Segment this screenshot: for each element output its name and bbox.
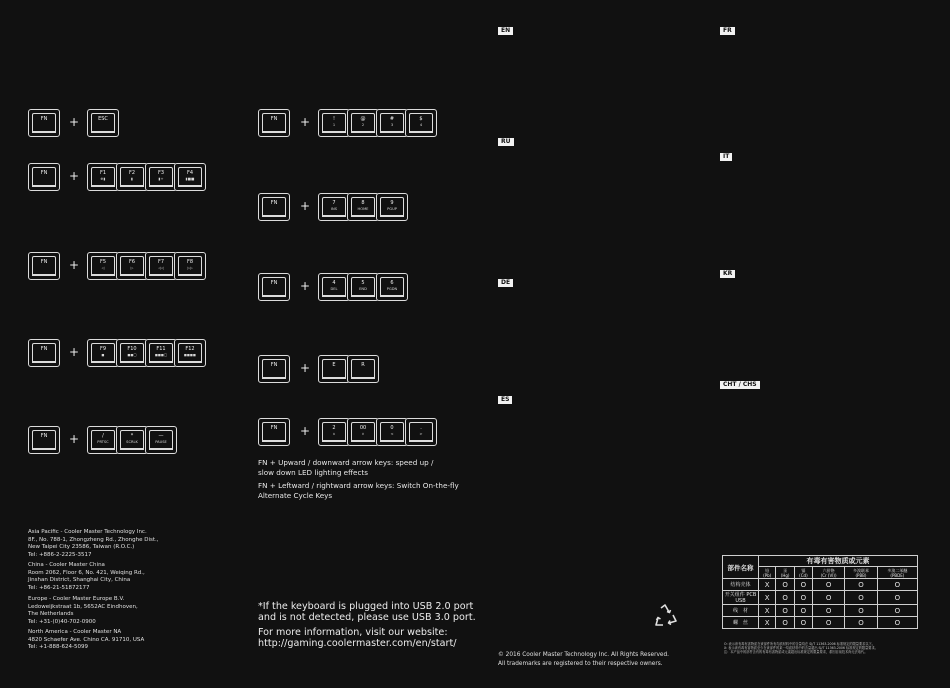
table-cell: O <box>776 591 795 605</box>
recycle-icon <box>652 603 678 629</box>
arrow-key-notes <box>258 458 468 501</box>
lang-tag-kr: KR <box>720 270 735 278</box>
plus-sign: + <box>69 258 80 272</box>
plus-sign: + <box>69 115 80 129</box>
substance-symbol: (Cr (VI)) <box>820 572 837 578</box>
table-cell: O <box>794 605 812 617</box>
keycap-primary-label: F1 <box>99 170 107 176</box>
keycap <box>347 418 379 446</box>
lang-tag-fr: FR <box>720 27 735 35</box>
address-line: China - Cooler Master China <box>28 562 105 568</box>
table-title: 有毒有害物质或元素 <box>759 556 918 567</box>
keycap-secondary-label: ◼◼◻ <box>127 353 137 357</box>
plus-sign: + <box>300 279 311 293</box>
key-label: FN <box>40 346 48 352</box>
key-label: FN <box>40 433 48 439</box>
substance-symbol: (Cd) <box>799 572 808 578</box>
table-row <box>723 579 918 591</box>
keycap-primary-label: R <box>361 362 365 368</box>
address-china <box>28 562 228 592</box>
lang-tag-es: ES <box>498 396 512 404</box>
substance-symbol: (Hg) <box>780 572 790 578</box>
keycap <box>87 252 119 280</box>
keycap-primary-label: F12 <box>185 346 195 352</box>
usb-note-line-2: and is not detected, please use USB 3.0 port. <box>258 612 476 623</box>
keycap-primary-label: F5 <box>99 259 107 265</box>
fn-key <box>258 418 290 446</box>
keycap-primary-label: F2 <box>128 170 136 176</box>
keycap-secondary-label: PGDN <box>386 287 398 291</box>
address-line: Tel: +31-(0)40-702-0900 <box>28 618 96 625</box>
fn-key <box>258 109 290 137</box>
address-line: Asia Pacific - Cooler Master Technology Inc. <box>28 529 147 535</box>
substance-symbol: (Pb) <box>763 572 772 578</box>
fn-key <box>258 273 290 301</box>
keycap-secondary-label: 2 <box>361 123 365 127</box>
key-label: FN <box>270 362 278 368</box>
keycap <box>87 163 119 191</box>
keycap-primary-label: 0 <box>390 425 394 431</box>
note-line-1: FN + Upward / downward arrow keys: speed up / <box>258 458 434 467</box>
keycap-primary-label: 4 <box>332 280 336 286</box>
keycap-secondary-label: 1 <box>332 123 336 127</box>
note-line-3: FN + Leftward / rightward arrow keys: Switch On-the-fly <box>258 481 459 490</box>
keycap-primary-label: 6 <box>390 280 394 286</box>
plus-sign: + <box>300 199 311 213</box>
keycap-primary-label: F3 <box>157 170 165 176</box>
website-link[interactable]: http://gaming.coolermaster.com/en/start/ <box>258 638 457 649</box>
keycap <box>347 273 379 301</box>
table-cell: O <box>812 591 844 605</box>
keycap-primary-label: F10 <box>127 346 137 352</box>
table-cell: O <box>794 579 812 591</box>
substance-name: 六价铬 <box>822 567 835 573</box>
keycap-secondary-label: PAUSE <box>155 440 167 444</box>
table-row <box>723 617 918 629</box>
keycap-primary-label: F6 <box>128 259 136 265</box>
keycap <box>347 355 379 383</box>
keycap-secondary-label: ▷ <box>130 266 134 270</box>
table-cell: O <box>877 591 917 605</box>
table-cell: O <box>877 605 917 617</box>
table-part-header: 部件名称 <box>723 556 759 579</box>
keycap <box>376 193 408 221</box>
hazard-note: O: 表示该有毒有害物质在该部件所有均质材料中的含量均在 SJ/T 11363-2006 标准规定的限量要求以下。 <box>724 642 875 646</box>
address-line: Europe - Cooler Master Europe B.V. <box>28 596 125 602</box>
keycap <box>87 339 119 367</box>
table-row <box>723 591 918 605</box>
keycap <box>116 339 148 367</box>
keycap <box>405 109 437 137</box>
address-line: 8F., No. 788-1, Zhongzheng Rd., Zhonghe Dist., <box>28 536 159 543</box>
keycap <box>174 252 206 280</box>
fn-key <box>28 339 60 367</box>
key-label: FN <box>270 280 278 286</box>
address-line: Tel: +1-888-624-5099 <box>28 644 88 651</box>
substance-name: 多溴二苯醚 <box>887 567 908 573</box>
address-line: Jinshan District, Shanghai City, China <box>28 577 131 584</box>
keycap <box>145 252 177 280</box>
fn-key <box>28 109 60 137</box>
address-line: Ledoweijkstraat 1b, 5652AC Eindhoven, <box>28 603 138 610</box>
table-cell: X <box>759 591 776 605</box>
keycap <box>174 339 206 367</box>
key-label: FN <box>40 259 48 265</box>
plus-sign: + <box>69 432 80 446</box>
table-body <box>723 579 918 629</box>
keycap-secondary-label: 4 <box>419 123 423 127</box>
keycap-secondary-label: ◼◼◼◼ <box>184 353 196 357</box>
table-cell: O <box>812 579 844 591</box>
keycap-primary-label: $ <box>419 116 423 122</box>
keycap-primary-label: E <box>332 362 336 368</box>
keycap <box>145 426 177 454</box>
address-line: North America - Cooler Master NA <box>28 629 122 635</box>
address-europe <box>28 596 228 626</box>
keycap <box>318 109 350 137</box>
keycap-secondary-label: ⊕▮ <box>100 177 106 181</box>
lang-tag-it: IT <box>720 153 732 161</box>
keycap <box>318 355 350 383</box>
keycap <box>145 163 177 191</box>
plus-sign: + <box>300 361 311 375</box>
keycap-primary-label: F9 <box>99 346 107 352</box>
table-cell: O <box>845 591 878 605</box>
hazard-table-notes <box>724 642 916 655</box>
plus-sign: + <box>69 345 80 359</box>
keycap-primary-label: F7 <box>157 259 165 265</box>
keycap-primary-label: F11 <box>156 346 166 352</box>
table-column-header <box>759 567 776 579</box>
keycap <box>405 418 437 446</box>
keycap-primary-label: 00 <box>359 425 367 431</box>
hazardous-substance-table <box>722 555 918 629</box>
table-cell: X <box>759 617 776 629</box>
keycap-primary-label: F4 <box>186 170 194 176</box>
table-cell: O <box>812 605 844 617</box>
plus-sign: + <box>69 169 80 183</box>
table-cell: O <box>845 617 878 629</box>
note-line-4: Alternate Cycle Keys <box>258 491 333 500</box>
copyright-line-2: All trademarks are registered to their respective owners. <box>498 661 663 667</box>
keycap <box>145 339 177 367</box>
table-cell: O <box>877 617 917 629</box>
address-line: The Netherlands <box>28 611 74 618</box>
substance-name: 汞 <box>783 567 788 573</box>
keycap <box>347 109 379 137</box>
table-cell: X <box>759 605 776 617</box>
keycap <box>318 418 350 446</box>
substance-symbol: (PBDE) <box>890 572 905 578</box>
usb-note-line-1: *If the keyboard is plugged into USB 2.0 port <box>258 601 474 612</box>
keycap-primary-label: F8 <box>186 259 194 265</box>
substance-symbol: (PBB) <box>855 572 867 578</box>
address-north-america <box>28 629 228 652</box>
table-column-header <box>845 567 878 579</box>
fn-key <box>28 163 60 191</box>
keycap-secondary-label: PRTSC <box>97 440 109 444</box>
keycap-primary-label: * <box>130 433 134 439</box>
note-line-2: slow down LED lighting effects <box>258 468 368 477</box>
plus-sign: + <box>300 424 311 438</box>
keycap-secondary-label: ◁◁ <box>158 266 164 270</box>
keycap-secondary-label: ◼ <box>101 353 105 357</box>
keycap-primary-label: 8 <box>361 200 365 206</box>
key-label: FN <box>270 116 278 122</box>
keycap-secondary-label: SCRLK <box>126 440 138 444</box>
address-asia <box>28 529 228 559</box>
keycap-secondary-label: > <box>419 432 423 436</box>
hazard-note: X: 表示该有毒有害物质至少在该部件的某一均质材料中的含量超出 SJ/T 11363-2006 标准规定的限量要求。 <box>724 646 878 651</box>
table-cell: O <box>877 579 917 591</box>
keycap-secondary-label: < <box>390 432 394 436</box>
part-name-cell: 线 材 <box>723 605 759 617</box>
keycap <box>116 426 148 454</box>
keycap-primary-label: . <box>420 425 422 431</box>
keycap <box>376 273 408 301</box>
keycap <box>318 193 350 221</box>
keycap-secondary-label: DEL <box>330 287 338 291</box>
keycap <box>318 273 350 301</box>
address-line: Tel: +886-2-2225-3517 <box>28 551 92 558</box>
keycap-primary-label: 7 <box>332 200 336 206</box>
part-name-cell: 螺 丝 <box>723 617 759 629</box>
keycap <box>376 418 408 446</box>
address-line: New Taipei City 23586, Taiwan (R.O.C.) <box>28 544 135 551</box>
table-cell: O <box>794 617 812 629</box>
keycap-secondary-label: INS <box>330 207 338 211</box>
info-line: For more information, visit our website: <box>258 627 448 638</box>
table-cell: O <box>776 605 795 617</box>
key-label: FN <box>270 200 278 206</box>
fn-key <box>28 426 60 454</box>
key-label: FN <box>40 170 48 176</box>
keycap <box>87 426 119 454</box>
keycap-primary-label: 5 <box>361 280 365 286</box>
table-cell: O <box>776 617 795 629</box>
table-cell: O <box>794 591 812 605</box>
keycap-primary-label: — <box>158 433 164 439</box>
fn-key <box>258 355 290 383</box>
keycap-primary-label: @ <box>360 116 366 122</box>
keycap <box>116 163 148 191</box>
keycap-secondary-label: ∨ <box>361 432 365 436</box>
keycap-secondary-label: ▮■■ <box>185 177 195 181</box>
keycap-secondary-label: ▮ <box>131 177 133 181</box>
table-column-header <box>794 567 812 579</box>
key-label: FN <box>270 425 278 431</box>
lang-tag-cht-chs: CHT / CHS <box>720 381 760 389</box>
table-cell: O <box>845 605 878 617</box>
address-line: 4820 Schaefer Ave. Chino CA. 91710, USA <box>28 636 145 643</box>
substance-name: 镉 <box>801 567 806 573</box>
table-column-header <box>776 567 795 579</box>
keycap-primary-label: # <box>389 116 395 122</box>
keycap <box>376 109 408 137</box>
table-cell: X <box>759 579 776 591</box>
keycap-secondary-label: ◼◼◼◻ <box>155 353 167 357</box>
keycap-secondary-label: ▷▷ <box>187 266 193 270</box>
hazard-note: 注：本产品中的部件含有的有毒有害物质或元素超出标准规定的限量要求，系因目前技术尚无法取代。 <box>724 650 868 655</box>
keycap <box>174 163 206 191</box>
lang-tag-ru: RU <box>498 138 514 146</box>
table-cell: O <box>845 579 878 591</box>
keycap <box>347 193 379 221</box>
keycap-secondary-label: ∧ <box>332 432 336 436</box>
table-cell: O <box>812 617 844 629</box>
table-column-header <box>812 567 844 579</box>
lang-tag-en: EN <box>498 27 513 35</box>
keycap-primary-label: ESC <box>98 116 108 122</box>
keycap-secondary-label: 3 <box>390 123 394 127</box>
fn-key <box>28 252 60 280</box>
table-row <box>723 605 918 617</box>
keycap-primary-label: 2 <box>332 425 336 431</box>
plus-sign: + <box>300 115 311 129</box>
address-line: Tel: +86-21-51872177 <box>28 584 90 591</box>
part-name-cell: 结构壳体 <box>723 579 759 591</box>
substance-name: 铅 <box>765 567 770 573</box>
table-cell: O <box>776 579 795 591</box>
address-line: Room 2062, Floor 6, No. 421, Weiqing Rd., <box>28 569 145 576</box>
copyright-line-1: © 2016 Cooler Master Technology Inc. All Rights Reserved. <box>498 652 669 658</box>
fn-key <box>258 193 290 221</box>
keycap-secondary-label: ▮+ <box>158 177 164 181</box>
keycap-primary-label: 9 <box>390 200 394 206</box>
keycap-secondary-label: ◁ <box>101 266 105 270</box>
keycap-secondary-label: END <box>359 287 367 291</box>
lang-tag-de: DE <box>498 279 513 287</box>
key-label: FN <box>40 116 48 122</box>
keycap-primary-label: / <box>102 433 104 439</box>
keycap-secondary-label: PGUP <box>387 207 397 211</box>
keycap <box>116 252 148 280</box>
keycap <box>87 109 119 137</box>
substance-name: 多溴联苯 <box>852 567 869 573</box>
table-column-header <box>877 567 917 579</box>
keycap-secondary-label: HOME <box>357 207 369 211</box>
keycap-primary-label: ! <box>332 116 335 122</box>
part-name-cell: 开关组件 PCB USB <box>723 591 759 605</box>
